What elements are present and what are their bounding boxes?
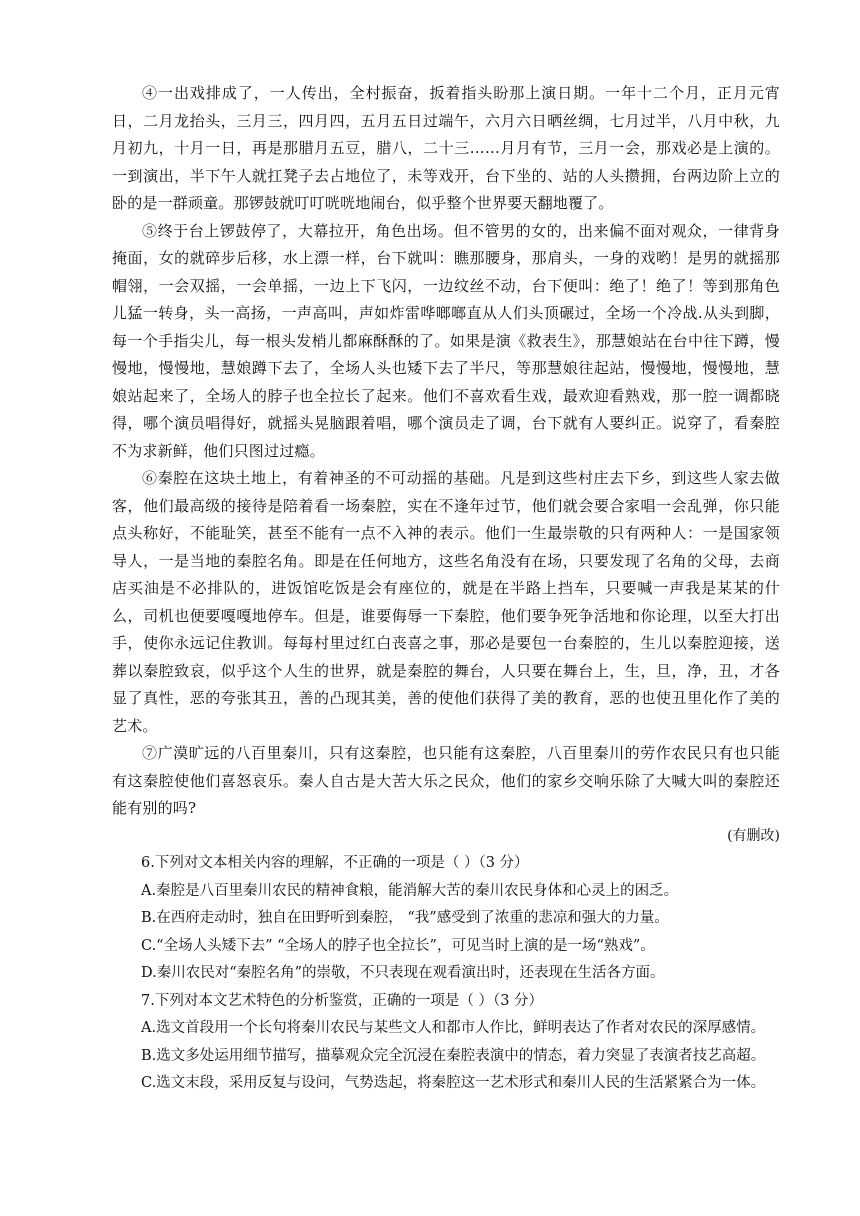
question-6-option-c: C.“全场人头矮下去” “全场人的脖子也全拉长”，可见当时上演的是一场“熟戏”。 (141, 937, 655, 954)
question-7 (112, 988, 780, 1098)
question-7-option-a: A.选文首段用一个长句将秦川农民与某些文人和都市人作比，鲜明表达了作者对农民的深厚感情。 (141, 1020, 766, 1036)
question-6-option-d: D.秦川农民对“秦腔名角”的崇敬，不只表现在观看演出时，还表现在生活各方面。 (141, 965, 665, 981)
paragraph-7: ⑦广漠旷远的八百里秦川，只有这秦腔，也只能有这秦腔，八百里秦川的劳作农民只有也只能有这秦腔使他们喜怒哀乐。秦人自古是大苦大乐之民众，他们的家乡交响乐除了大喊大叫的秦腔还能有别的吗? (112, 744, 780, 817)
question-7-option-b: B.选文多处运用细节描写，描摹观众完全沉浸在秦腔表演中的情态，着力突显了表演者技艺高超。 (141, 1047, 766, 1064)
document-content (112, 80, 780, 1098)
source-note: (有删改) (727, 827, 780, 844)
question-6-option-a: A.秦腔是八百里秦川农民的精神食粮，能消解大苦的秦川农民身体和心灵上的困乏。 (141, 882, 679, 899)
question-6 (112, 850, 780, 988)
question-7-stem: 7.下列对本文艺术特色的分析鉴赏，正确的一项是（ ）（3 分） (141, 992, 544, 1009)
paragraph-5: ⑤终于台上锣鼓停了，大幕拉开，角色出场。但不管男的女的，出来偏不面对观众，一律背身掩面，女的就碎步后移，水上漂一样，台下就叫：瞧那腰身，那肩头，一身的戏哟！是男的就摇那帽翎，一会双摇，一会单摇，一边上下飞闪，一边纹丝不动，台下便叫：绝了！绝了！等到那角色儿猛一转身，头一高扬，一声高叫，声如炸雷哗啷啷直从人们头顶碾过，全场一个冷战.从头到脚，每一个手指尖儿，每一根头发梢儿都麻酥酥的了。如果是演《救表生》，那慧娘站在台中往下蹲，慢慢地，慢慢地，慧娘蹲下去了，全场人头也矮下去了半尺，等那慧娘往起站，慢慢地，慢慢地，慧娘站起来了，全场人的脖子也全拉长了起来。他们不喜欢看生戏，最欢迎看熟戏，那一腔一调都晓得，哪个演员唱得好，就摇头晃脑跟着唱，哪个演员走了调，台下就有人要纠正。说穿了，看秦腔不为求新鲜，他们只图过过瘾。 (112, 221, 780, 460)
paragraph-6: ⑥秦腔在这块土地上，有着神圣的不可动摇的基础。凡是到这些村庄去下乡，到这些人家去做客，他们最高级的接待是陪着看一场秦腔，实在不逢年过节，他们就会要合家唱一会乱弹，你只能点头称好，不能耻笑，甚至不能有一点不入神的表示。他们一生最崇敬的只有两种人：一是国家领导人，一是当地的秦腔名角。即是在任何地方，这些名角没有在场，只要发现了名角的父母，去商店买油是不必排队的，进饭馆吃饭是会有座位的，就是在半路上挡车，只要喊一声我是某某的什么，司机也便要嘎嘎地停车。但是，谁要侮辱一下秦腔，他们要争死争活地和你论理，以至大打出手，使你永远记住教训。每每村里过红白丧喜之事，那必是要包一台秦腔的，生儿以秦腔迎接，送葬以秦腔致哀，似乎这个人生的世界，就是秦腔的舞台，人只要在舞台上，生，旦，净，丑，才各显了真性，恶的夸张其丑，善的凸现其美，善的使他们获得了美的教育，恶的也使丑里化作了美的艺术。 (112, 469, 780, 735)
question-7-option-c: C.选文末段，采用反复与设问，气势迭起，将秦腔这一艺术形式和秦川人民的生活紧紧合为一体。 (141, 1075, 766, 1091)
paragraph-4: ④一出戏排成了，一人传出，全村振奋，扳着指头盼那上演日期。一年十二个月，正月元宵日，二月龙抬头，三月三，四月四，五月五日过端午，六月六日晒丝绸，七月过半，八月中秋，九月初九，十月一日，再是那腊月五豆，腊八，二十三……月月有节，三月一会，那戏必是上演的。一到演出，半下午人就扛凳子去占地位了，未等戏开，台下坐的、站的人头攒拥，台两边阶上立的卧的是一群顽童。那锣鼓就叮叮咣咣地闹台，似乎整个世界要天翻地覆了。 (112, 84, 780, 212)
question-6-stem: 6.下列对文本相关内容的理解，不正确的一项是（ ）（3 分） (141, 855, 529, 871)
question-6-option-b: B.在西府走动时，独自在田野听到秦腔， “我”感受到了浓重的悲凉和强大的力量。 (141, 910, 669, 926)
